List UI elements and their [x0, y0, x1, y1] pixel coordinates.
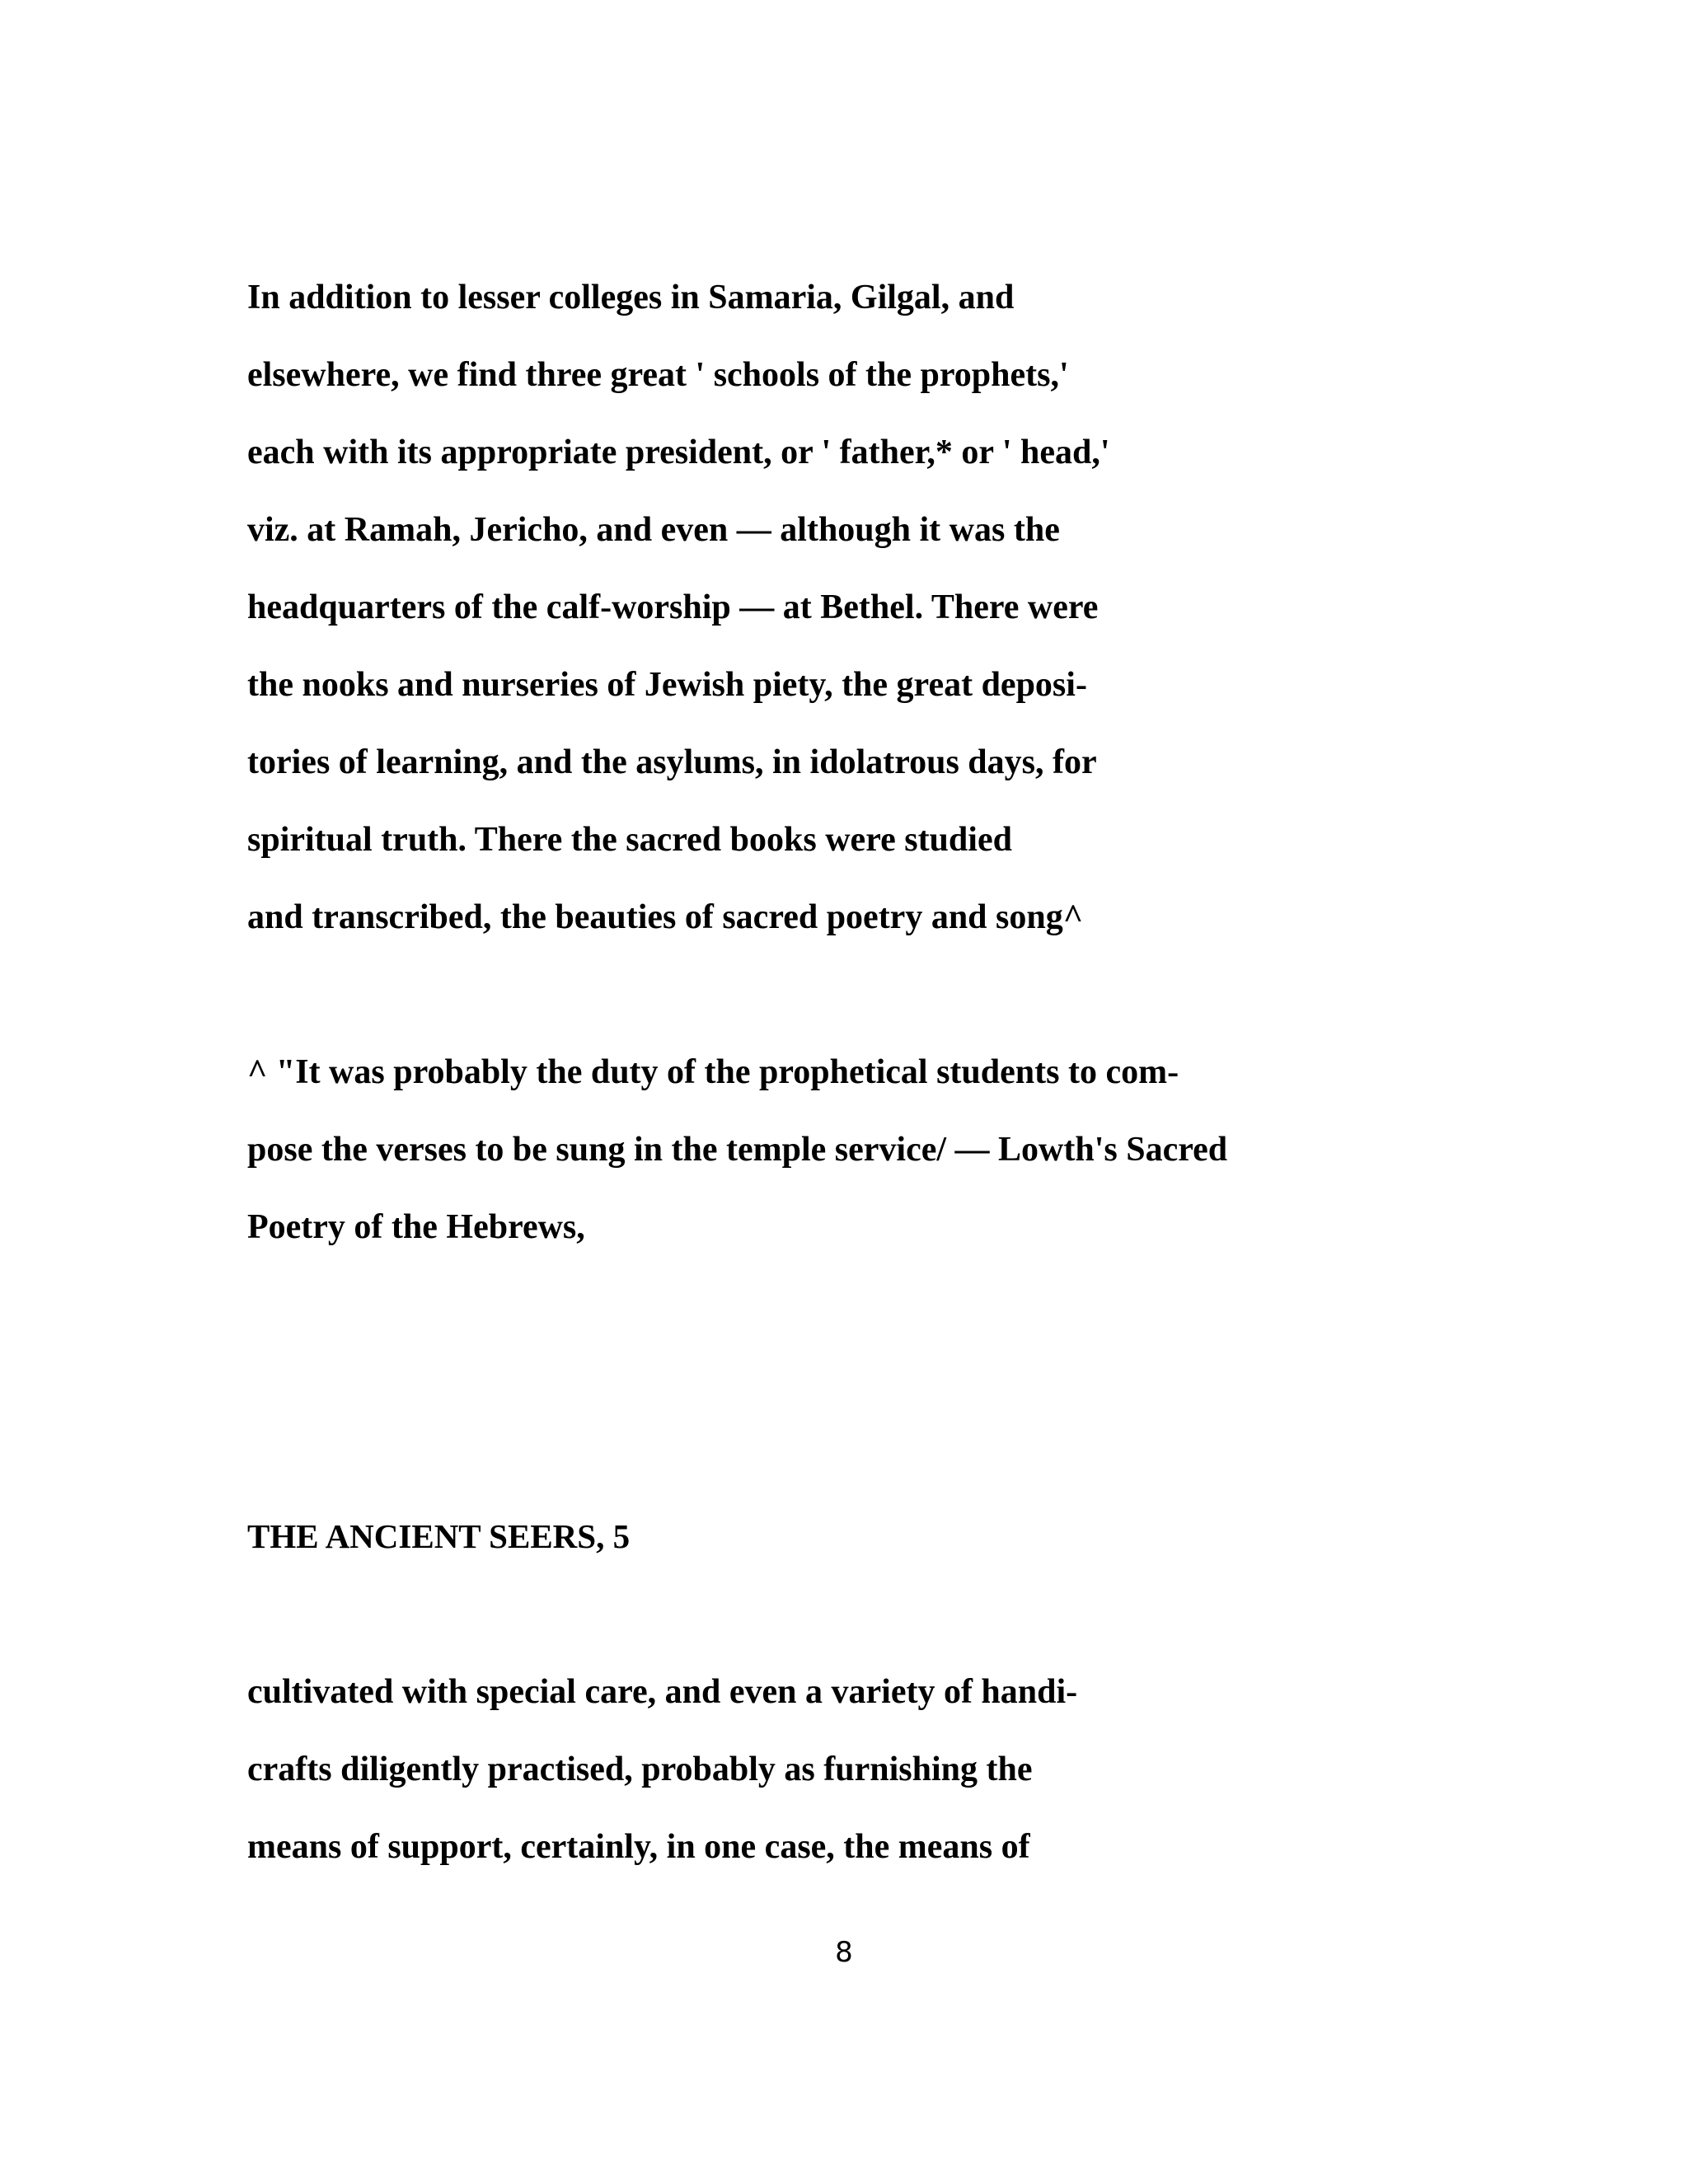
- text-line: the nooks and nurseries of Jewish piety, the great deposi-: [247, 666, 1087, 704]
- text-line: viz. at Ramah, Jericho, and even — although it was the: [247, 511, 1060, 549]
- footnote-line: pose the verses to be sung in the temple service/ — Lowth's Sacred: [247, 1131, 1228, 1169]
- text-line: spiritual truth. There the sacred books were studied: [247, 821, 1012, 859]
- text-line: crafts diligently practised, probably as furnishing the: [247, 1750, 1033, 1788]
- text-line: headquarters of the calf-worship — at Bethel. There were: [247, 588, 1099, 626]
- text-line: and transcribed, the beauties of sacred poetry and song^: [247, 898, 1084, 936]
- text-line: cultivated with special care, and even a variety of handi-: [247, 1673, 1078, 1711]
- text-line: In addition to lesser colleges in Samaria, Gilgal, and: [247, 279, 1015, 316]
- text-line: tories of learning, and the asylums, in idolatrous days, for: [247, 743, 1097, 781]
- footnote-line: Poetry of the Hebrews,: [247, 1208, 585, 1246]
- footnote-line: ^ "It was probably the duty of the prophetical students to com-: [247, 1053, 1179, 1091]
- text-line: means of support, certainly, in one case, the means of: [247, 1828, 1030, 1866]
- text-line: each with its appropriate president, or ' father,* or ' head,': [247, 434, 1110, 471]
- running-header: THE ANCIENT SEERS, 5: [247, 1517, 631, 1555]
- page-number: 8: [835, 1936, 853, 1969]
- text-line: elsewhere, we find three great ' schools of the prophets,': [247, 356, 1069, 394]
